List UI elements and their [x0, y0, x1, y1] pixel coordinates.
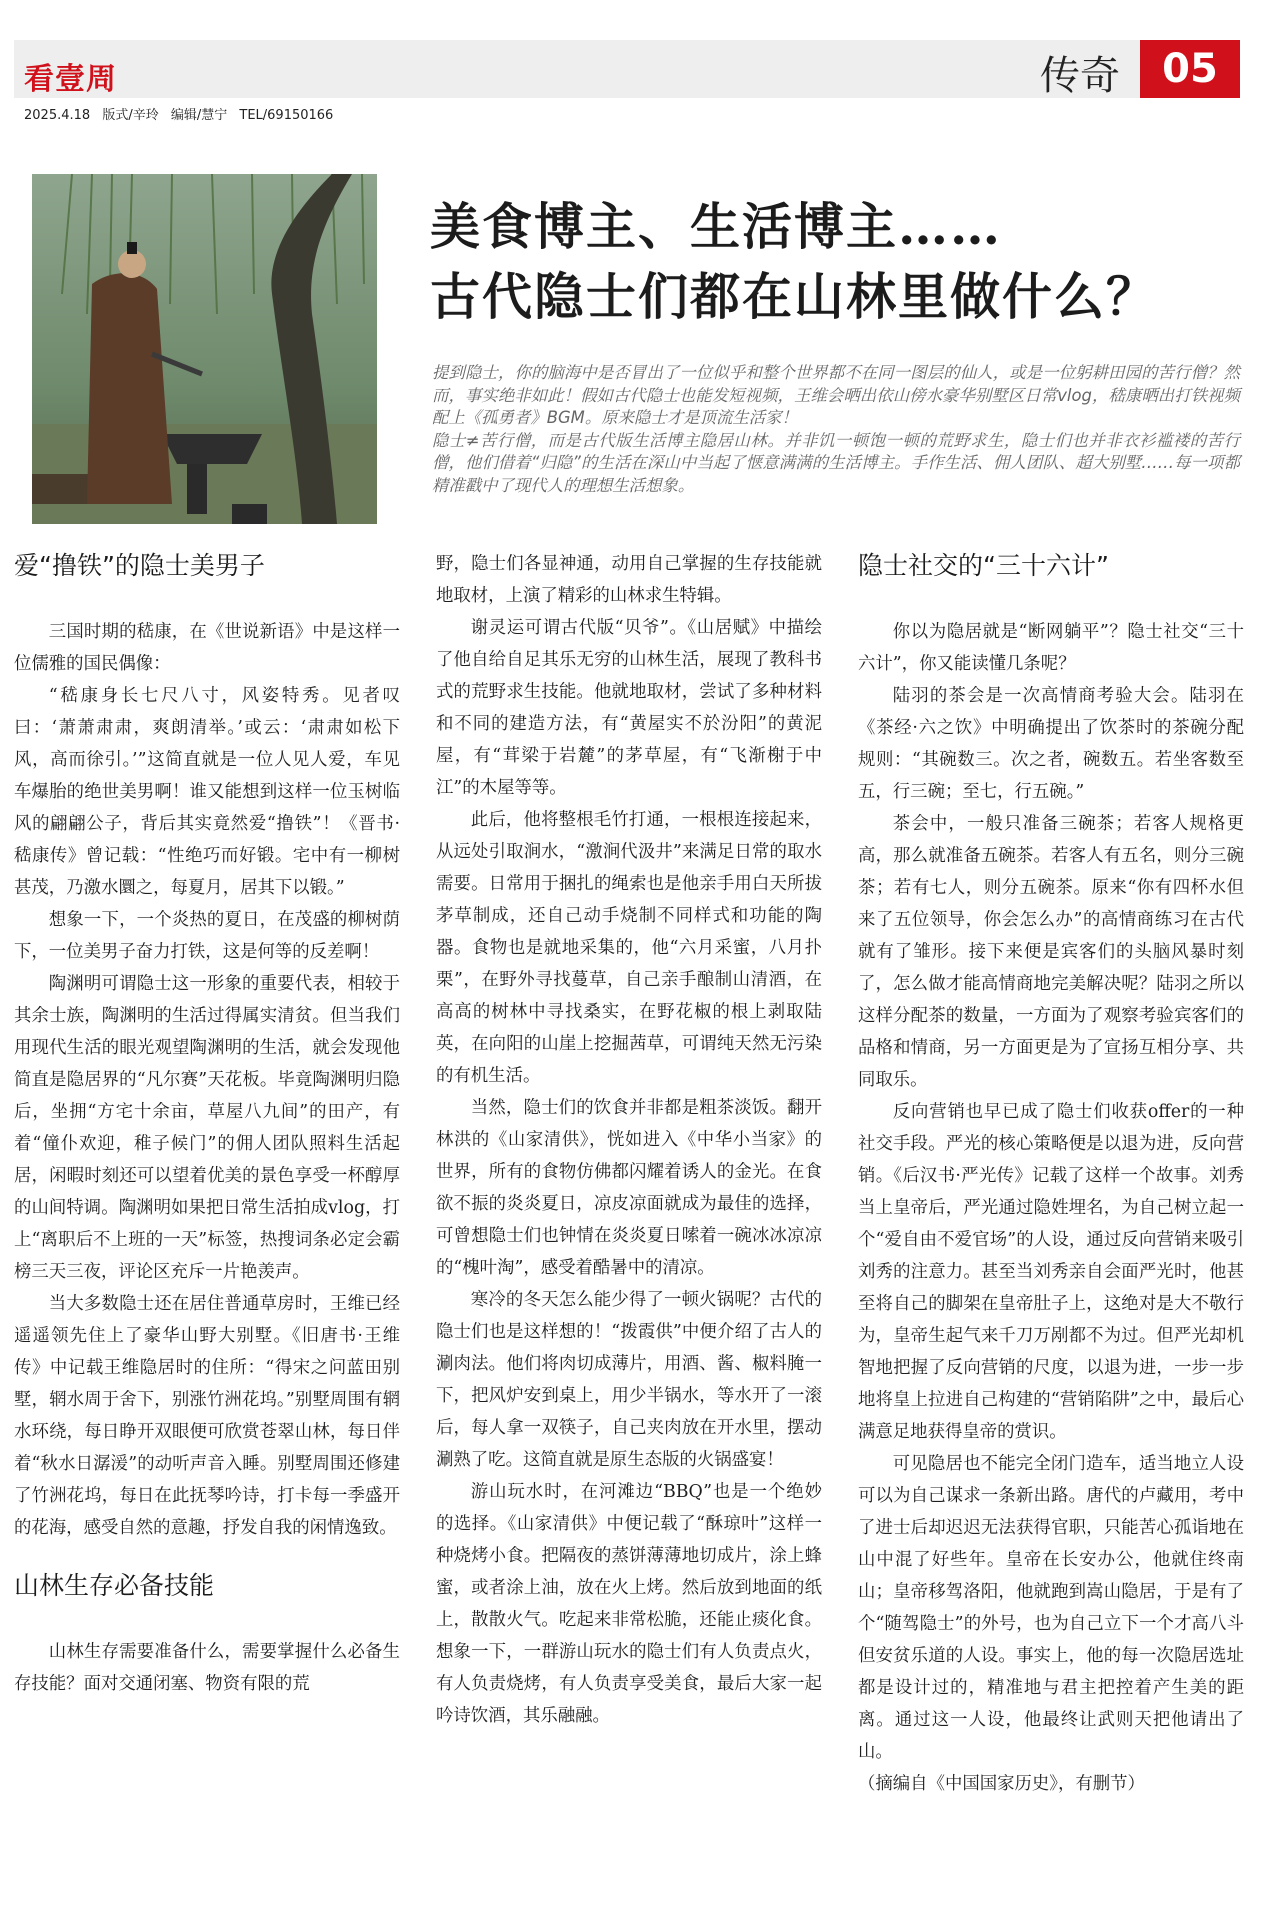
section-name: 传奇	[1040, 53, 1120, 99]
body-paragraph: 寒冷的冬天怎么能少得了一顿火锅呢？古代的隐士们也是这样想的！“拨霞供”中便介绍了古人的涮肉法。他们将肉切成薄片，用酒、酱、椒料腌一下，把风炉安到桌上，用少半锅水，等水开了一滚后，每人拿一双筷子，自己夹肉放在开水里，摆动涮熟了吃。这简直就是原生态版的火锅盛宴！	[436, 1290, 822, 1470]
column-1	[14, 548, 400, 1700]
section-heading: 爱“撸铁”的隐士美男子	[14, 551, 265, 580]
section-heading: 隐士社交的“三十六计”	[858, 551, 1109, 580]
body-paragraph: 可见隐居也不能完全闭门造车，适当地立人设可以为自己谋求一条新出路。唐代的卢藏用，考中了进士后却迟迟无法获得官职，只能苦心孤诣地在山中混了好些年。皇帝在长安办公，他就住终南山；皇帝移驾洛阳，他就跑到嵩山隐居，于是有了个“随驾隐士”的外号，也为自己立下一个才高八斗但安贫乐道的人设。事实上，他的每一次隐居选址都是设计过的，精准地与君主把控着产生美的距离。通过这一人设，他最终让武则天把他请出了山。	[858, 1454, 1244, 1762]
body-paragraph: 陶渊明可谓隐士这一形象的重要代表，相较于其余士族，陶渊明的生活过得属实清贫。但当我们用现代生活的眼光观望陶渊明的生活，就会发现他简直是隐居界的“凡尔赛”天花板。毕竟陶渊明归隐后，坐拥“方宅十余亩，草屋八九间”的田产，有着“僮仆欢迎，稚子候门”的佣人团队照料生活起居，闲暇时刻还可以望着优美的景色享受一杯醇厚的山间特调。陶渊明如果把日常生活拍成vlog，打上“离职后不上班的一天”标签，热搜词条必定会霸榜三天三夜，评论区充斥一片艳羡声。	[14, 974, 400, 1282]
layout-editor: 版式/辛玲	[102, 108, 159, 123]
issue-date: 2025.4.18	[24, 108, 91, 123]
body-paragraph: 野，隐士们各显神通，动用自己掌握的生存技能就地取材，上演了精彩的山林求生特辑。	[436, 554, 822, 606]
issue-meta	[24, 104, 341, 123]
body-paragraph: 你以为隐居就是“断网躺平”？隐士社交“三十六计”，你又能读懂几条呢？	[858, 622, 1244, 674]
column-3	[858, 548, 1244, 1800]
article-title	[430, 192, 1250, 332]
body-paragraph: 反向营销也早已成了隐士们收获offer的一种社交手段。严光的核心策略便是以退为进，反向营销。《后汉书·严光传》记载了这样一个故事。刘秀当上皇帝后，严光通过隐姓埋名，为自己树立起一个“爱自由不爱官场”的人设，通过反向营销来吸引刘秀的注意力。甚至当刘秀亲自会面严光时，他甚至将自己的脚架在皇帝肚子上，这绝对是大不敬行为，皇帝生起气来千刀万剐都不为过。但严光却机智地把握了反向营销的尺度，以退为进，一步一步地将皇上拉进自己构建的“营销陷阱”之中，最后心满意足地获得皇帝的赏识。	[858, 1102, 1244, 1442]
article-photo	[32, 174, 377, 524]
editor: 编辑/慧宁	[170, 108, 228, 123]
title-line-1: 美食博主、生活博主……	[430, 197, 1002, 256]
body-paragraph: 山林生存需要准备什么，需要掌握什么必备生存技能？面对交通闭塞、物资有限的荒	[14, 1642, 400, 1694]
source-credit: （摘编自《中国国家历史》，有删节）	[858, 1774, 1145, 1794]
newspaper-logo: 看壹周	[24, 62, 117, 97]
body-paragraph: 当大多数隐士还在居住普通草房时，王维已经遥遥领先住上了豪华山野大别墅。《旧唐书·王维传》中记载王维隐居时的住所：“得宋之问蓝田别墅，辋水周于舍下，别涨竹洲花坞。”别墅周围有辋水环绕，每日睁开双眼便可欣赏苍翠山林，每日伴着“秋水日潺湲”的动听声音入睡。别墅周围还修建了竹洲花坞，每日在此抚琴吟诗，打卡每一季盛开的花海，感受自然的意趣，抒发自我的闲情逸致。	[14, 1294, 400, 1538]
body-paragraph: 陆羽的茶会是一次高情商考验大会。陆羽在《茶经·六之饮》中明确提出了饮茶时的茶碗分配规则：“其碗数三。次之者，碗数五。若坐客数至五，行三碗；至七，行五碗。”	[858, 686, 1244, 802]
tel: TEL/69150166	[239, 108, 334, 123]
body-paragraph: “嵇康身长七尺八寸，风姿特秀。见者叹曰：‘萧萧肃肃，爽朗清举。’或云：‘肃肃如松下风，高而徐引。’”这简直就是一位人见人爱，车见车爆胎的绝世美男啊！谁又能想到这样一位玉树临风的翩翩公子，背后其实竟然爱“撸铁”！《晋书·嵇康传》曾记载：“性绝巧而好锻。宅中有一柳树甚茂，乃激水圜之，每夏月，居其下以锻。”	[14, 686, 400, 898]
page-number: 05	[1140, 40, 1240, 98]
body-paragraph: 游山玩水时，在河滩边“BBQ”也是一个绝妙的选择。《山家清供》中便记载了“酥琼叶”这样一种烧烤小食。把隔夜的蒸饼薄薄地切成片，涂上蜂蜜，或者涂上油，放在火上烤。然后放到地面的纸上，散散火气。吃起来非常松脆，还能止痰化食。想象一下，一群游山玩水的隐士们有人负责点火，有人负责烧烤，有人负责享受美食，最后大家一起吟诗饮酒，其乐融融。	[436, 1482, 822, 1726]
body-paragraph: 当然，隐士们的饮食并非都是粗茶淡饭。翻开林洪的《山家清供》，恍如进入《中华小当家》的世界，所有的食物仿佛都闪耀着诱人的金光。在食欲不振的炎炎夏日，凉皮凉面就成为最佳的选择，可曾想隐士们也钟情在炎炎夏日嗦着一碗冰冰凉凉的“槐叶淘”，感受着酷暑中的清凉。	[436, 1098, 822, 1278]
section-heading: 山林生存必备技能	[14, 1571, 215, 1600]
body-paragraph: 三国时期的嵇康，在《世说新语》中是这样一位儒雅的国民偶像：	[14, 622, 400, 674]
body-paragraph: 想象一下，一个炎热的夏日，在茂盛的柳树荫下，一位美男子奋力打铁，这是何等的反差啊！	[14, 910, 400, 962]
title-line-2: 古代隐士们都在山林里做什么？	[430, 267, 1158, 326]
body-paragraph: 谢灵运可谓古代版“贝爷”。《山居赋》中描绘了他自给自足其乐无穷的山林生活，展现了教科书式的荒野求生技能。他就地取材，尝试了多种材料和不同的建造方法，有“黄屋实不於汾阳”的黄泥屋，有“茸梁于岩麓”的茅草屋，有“飞渐榭于中江”的木屋等等。	[436, 618, 822, 798]
column-2	[436, 548, 822, 1732]
intro-paragraph: 隐士≠苦行僧，而是古代版生活博主隐居山林。并非饥一顿饱一顿的荒野求生，隐士们也并非衣衫褴褛的苦行僧，他们借着“归隐”的生活在深山中当起了惬意满满的生活博主。手作生活、佣人团队、超大别墅……每一项都精准戳中了现代人的理想生活想象。	[432, 430, 1240, 495]
article-intro	[432, 362, 1240, 497]
body-paragraph: 此后，他将整根毛竹打通，一根根连接起来，从远处引取涧水，“激涧代汲井”来满足日常的取水需要。日常用于捆扎的绳索也是他亲手用白天所拔茅草制成，还自己动手烧制不同样式和功能的陶器。食物也是就地采集的，他“六月采蜜，八月扑栗”，在野外寻找蔓草，自己亲手酿制山清酒，在高高的树林中寻找桑实，在野花椒的根上剥取陆英，在向阳的山崖上挖掘茜草，可谓纯天然无污染的有机生活。	[436, 810, 822, 1086]
body-paragraph: 茶会中，一般只准备三碗茶；若客人规格更高，那么就准备五碗茶。若客人有五名，则分三碗茶；若有七人，则分五碗茶。原来“你有四杯水但来了五位领导，你会怎么办”的高情商练习在古代就有了雏形。接下来便是宾客们的头脑风暴时刻了，怎么做才能高情商地完美解决呢？陆羽之所以这样分配茶的数量，一方面为了观察考验宾客们的品格和情商，另一方面更是为了宣扬互相分享、共同取乐。	[858, 814, 1244, 1090]
intro-paragraph: 提到隐士，你的脑海中是否冒出了一位似乎和整个世界都不在同一图层的仙人，或是一位躬耕田园的苦行僧？然而，事实绝非如此！假如古代隐士也能发短视频，王维会晒出依山傍水豪华别墅区日常vlog，嵇康晒出打铁视频配上《孤勇者》BGM。原来隐士才是顶流生活家！	[432, 363, 1240, 427]
